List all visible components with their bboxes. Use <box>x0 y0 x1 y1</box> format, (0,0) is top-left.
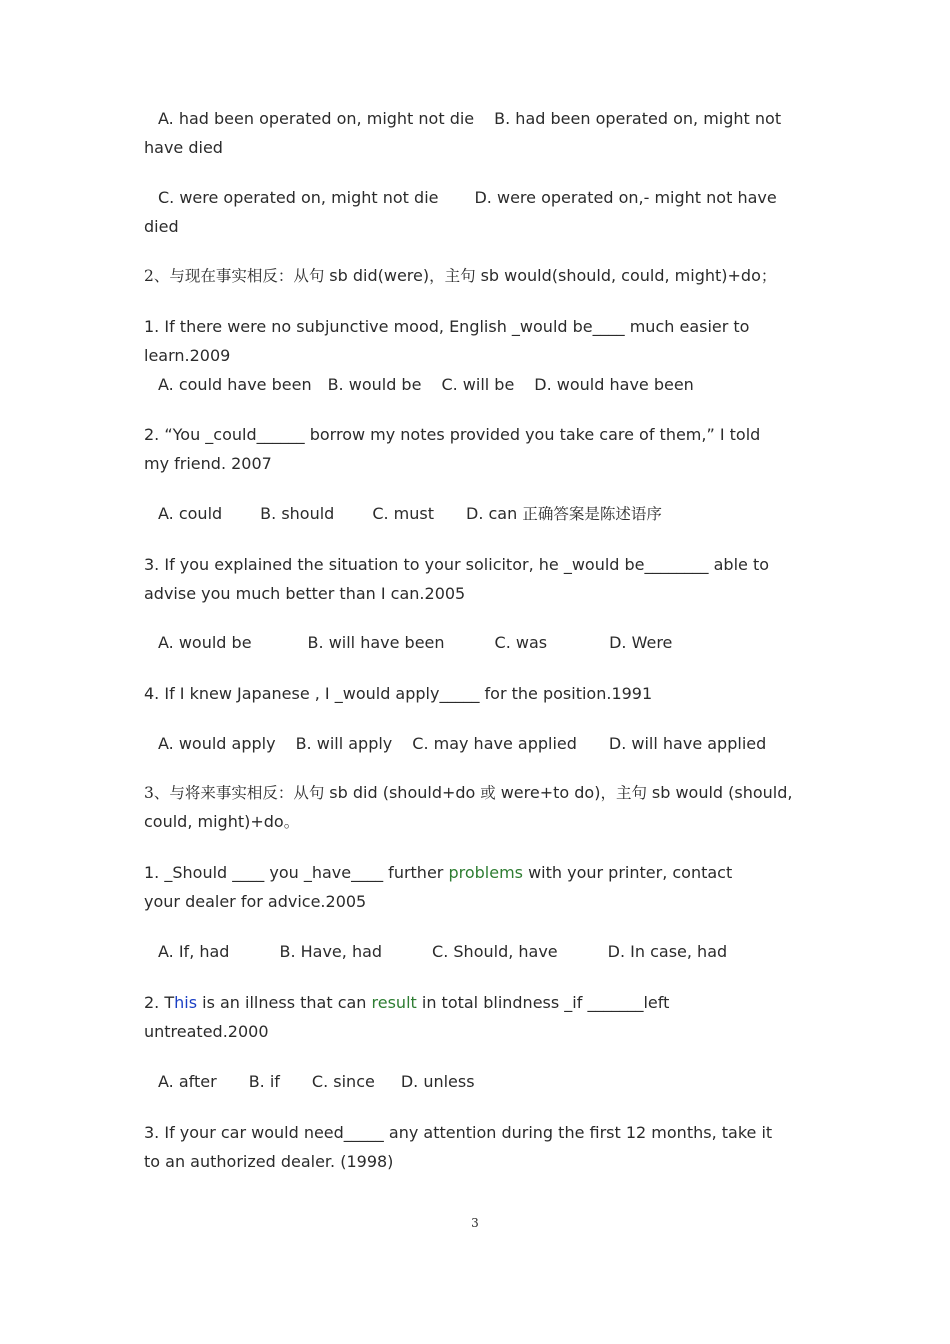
question-options <box>144 1067 823 1096</box>
option-d: D. were operated on,- might not have <box>474 188 777 207</box>
option-b: B. will have been <box>307 633 445 652</box>
option-b: B. will apply <box>295 734 393 753</box>
question-text: 2. “You _could______ borrow my notes provided you take care of them,” I told <box>144 425 761 444</box>
option-d: D. Were <box>609 633 673 652</box>
option-a: A. would apply <box>158 734 276 753</box>
question-text: 4. If I knew Japanese , I _would apply_____ for the position.1991 <box>144 684 653 703</box>
question-options <box>144 628 823 657</box>
option-line <box>144 183 823 212</box>
option-c: C. will be <box>441 375 515 394</box>
option-d: D. can <box>466 504 518 523</box>
option-c: C. must <box>372 504 435 523</box>
question-options <box>144 499 823 529</box>
section-heading-present: 2、与现在事实相反：从句 sb did(were)，主句 sb would(should, could, might)+do； <box>144 266 777 285</box>
option-line-cont: have died <box>144 138 223 157</box>
question-text: 1. If there were no subjunctive mood, English _would be____ much easier to <box>144 317 750 336</box>
option-b: B. would be <box>327 375 422 394</box>
option-a: A. would be <box>158 633 252 652</box>
question-text: to an authorized dealer. (1998) <box>144 1152 394 1171</box>
option-b: B. had been operated on, might not <box>494 109 782 128</box>
question-text: learn.2009 <box>144 346 231 365</box>
question-text: my friend. 2007 <box>144 454 272 473</box>
option-c: C. may have applied <box>412 734 577 753</box>
page-number: 3 <box>471 1216 479 1230</box>
option-b: B. if <box>248 1072 280 1091</box>
option-d: D. unless <box>400 1072 475 1091</box>
question-options <box>144 937 823 966</box>
option-a: A. had been operated on, might not die <box>158 109 475 128</box>
option-a: A. If, had <box>158 942 230 961</box>
option-d: D. will have applied <box>608 734 767 753</box>
option-b: B. should <box>260 504 335 523</box>
question-text: advise you much better than I can.2005 <box>144 584 466 603</box>
option-c: C. was <box>494 633 548 652</box>
option-a: A. could have been <box>158 375 312 394</box>
option-c: C. Should, have <box>432 942 558 961</box>
section-heading-future: 3、与将来事实相反：从句 sb did (should+do 或 were+to do)，主句 sb would (should, <box>144 783 793 802</box>
question-options <box>144 370 823 399</box>
question-text: 2. This is an illness that can result in total blindness _if _______left <box>144 993 670 1012</box>
option-d: D. would have been <box>534 375 694 394</box>
highlight-word: problems <box>448 863 523 882</box>
option-b: B. Have, had <box>279 942 383 961</box>
option-line-cont: died <box>144 217 179 236</box>
section-heading-future-cont: could, might)+do。 <box>144 812 300 831</box>
question-text: 1. _Should ____ you _have____ further problems with your printer, contact <box>144 863 733 882</box>
question-text: 3. If your car would need_____ any attention during the first 12 months, take it <box>144 1123 773 1142</box>
option-c: C. were operated on, might not die <box>158 188 439 207</box>
highlight-word: result <box>371 993 417 1012</box>
option-line <box>144 104 823 133</box>
question-options <box>144 729 823 758</box>
option-d: D. In case, had <box>607 942 728 961</box>
highlight-word: his <box>174 993 198 1012</box>
question-text: your dealer for advice.2005 <box>144 892 367 911</box>
option-a: A. after <box>158 1072 217 1091</box>
question-text: 3. If you explained the situation to your solicitor, he _would be________ able to <box>144 555 769 574</box>
answer-note: 正确答案是陈述语序 <box>522 505 662 523</box>
option-a: A. could <box>158 504 223 523</box>
option-c: C. since <box>311 1072 375 1091</box>
question-text: untreated.2000 <box>144 1022 269 1041</box>
